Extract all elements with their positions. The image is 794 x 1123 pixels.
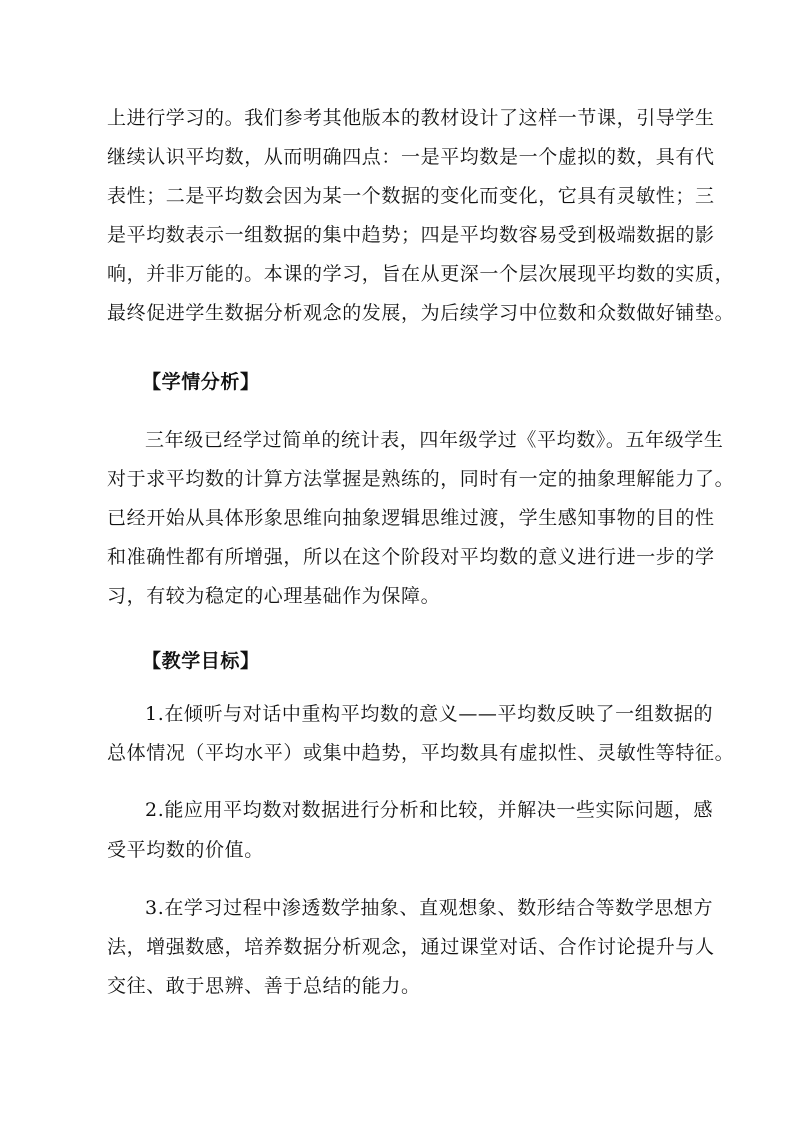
intro-line-5: 响，并非万能的。本课的学习，旨在从更深一个层次展现平均数的实质， (107, 263, 735, 285)
objective-2-line-2: 受平均数的价值。 (107, 839, 264, 861)
objective-3-line-1: 3.在学习过程中渗透数学抽象、直观想象、数形结合等数学思想方 (145, 897, 714, 919)
learning-analysis-heading: 【学情分析】 (142, 371, 260, 393)
learning-analysis-line-1: 三年级已经学过简单的统计表，四年级学过《平均数》。五年级学生 (145, 429, 724, 451)
intro-line-6: 最终促进学生数据分析观念的发展，为后续学习中位数和众数做好铺垫。 (107, 302, 735, 324)
learning-analysis-line-4: 和准确性都有所增强，所以在这个阶段对平均数的意义进行进一步的学 (107, 546, 715, 568)
learning-analysis-line-2: 对于求平均数的计算方法掌握是熟练的，同时有一定的抽象理解能力了。 (107, 468, 735, 490)
intro-line-2: 继续认识平均数，从而明确四点：一是平均数是一个虚拟的数，具有代 (107, 146, 715, 168)
objective-2-line-1: 2.能应用平均数对数据进行分析和比较，并解决一些实际问题，感 (145, 799, 714, 821)
intro-line-1: 上进行学习的。我们参考其他版本的教材设计了这样一节课，引导学生 (107, 107, 715, 129)
objective-1-line-1: 1.在倾听与对话中重构平均数的意义——平均数反映了一组数据的 (145, 703, 714, 725)
objective-3-line-3: 交往、敢于思辨、善于总结的能力。 (107, 975, 421, 997)
objectives-heading: 【教学目标】 (142, 650, 260, 672)
objective-1-line-2: 总体情况（平均水平）或集中趋势，平均数具有虚拟性、灵敏性等特征。 (107, 742, 735, 764)
learning-analysis-line-3: 已经开始从具体形象思维向抽象逻辑思维过渡，学生感知事物的目的性 (107, 507, 715, 529)
intro-line-4: 是平均数表示一组数据的集中趋势；四是平均数容易受到极端数据的影 (107, 224, 715, 246)
learning-analysis-line-5: 习，有较为稳定的心理基础作为保障。 (107, 585, 441, 607)
intro-line-3: 表性；二是平均数会因为某一个数据的变化而变化，它具有灵敏性；三 (107, 185, 715, 207)
objective-3-line-2: 法，增强数感，培养数据分析观念，通过课堂对话、合作讨论提升与人 (107, 936, 715, 958)
